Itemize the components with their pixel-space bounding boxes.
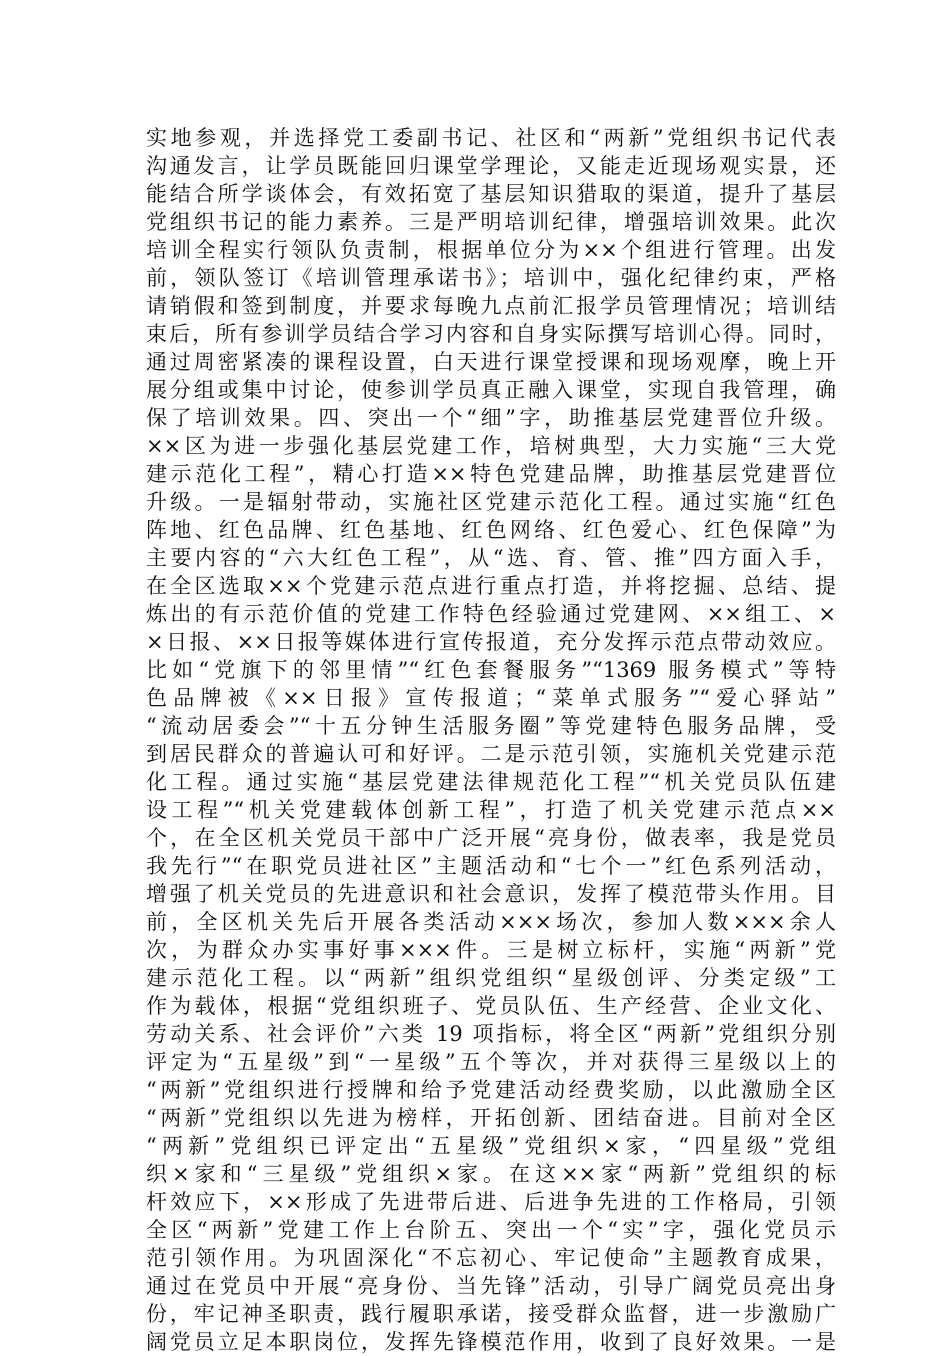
text-line: 培训全程实行领队负责制，根据单位分为××个组进行管理。出发 — [146, 238, 836, 262]
text-line: 个，在全区机关党员干部中广泛开展“亮身份，做表率，我是党员 — [146, 826, 836, 850]
text-line: 能结合所学谈体会，有效拓宽了基层知识猎取的渠道，提升了基层 — [146, 182, 836, 206]
text-line: 请销假和签到制度，并要求每晚九点前汇报学员管理情况；培训结 — [146, 294, 836, 318]
text-line: 作为载体，根据“党组织班子、党员队伍、生产经营、企业文化、 — [146, 994, 836, 1018]
text-line: 杆效应下，××形成了先进带后进、后进争先进的工作格局，引领 — [146, 1190, 836, 1214]
text-line: 主要内容的“六大红色工程”，从“选、育、管、推”四方面入手， — [146, 546, 836, 570]
text-line: 展分组或集中讨论，使参训学员真正融入课堂，实现自我管理，确 — [146, 378, 836, 402]
text-line: 保了培训效果。四、突出一个“细”字，助推基层党建晋位升级。 — [146, 406, 836, 430]
text-line: 增强了机关党员的先进意识和社会意识，发挥了模范带头作用。目 — [146, 882, 836, 906]
text-line: 实地参观，并选择党工委副书记、社区和“两新”党组织书记代表 — [146, 126, 836, 150]
text-line: 劳动关系、社会评价”六类 19 项指标，将全区“两新”党组织分别 — [146, 1022, 836, 1046]
text-line: 到居民群众的普遍认可和好评。二是示范引领，实施机关党建示范 — [146, 742, 836, 766]
text-line: 通过在党员中开展“亮身份、当先锋”活动，引导广阔党员亮出身 — [146, 1274, 836, 1298]
text-line: 范引领作用。为巩固深化“不忘初心、牢记使命”主题教育成果， — [146, 1246, 836, 1270]
text-line: 建示范化工程”，精心打造××特色党建品牌，助推基层党建晋位 — [146, 462, 836, 486]
text-line: “两新”党组织进行授牌和给予党建活动经费奖励，以此激励全区 — [146, 1078, 836, 1102]
text-line: “两新”党组织以先进为榜样，开拓创新、团结奋进。目前对全区 — [146, 1106, 836, 1130]
text-line: 织×家和“三星级”党组织×家。在这××家“两新”党组织的标 — [146, 1162, 836, 1186]
text-line: 前，领队签订《培训管理承诺书》；培训中，强化纪律约束，严格 — [146, 266, 836, 290]
text-line: 建示范化工程。以“两新”组织党组织“星级创评、分类定级”工 — [146, 966, 836, 990]
text-line: 通过周密紧凑的课程设置，白天进行课堂授课和现场观摩，晚上开 — [146, 350, 836, 374]
text-line: 评定为“五星级”到“一星级”五个等次，并对获得三星级以上的 — [146, 1050, 836, 1074]
text-line: 束后，所有参训学员结合学习内容和自身实际撰写培训心得。同时， — [146, 322, 836, 346]
body-text — [146, 124, 836, 1356]
text-line: “两新”党组织已评定出“五星级”党组织×家，“四星级”党组 — [146, 1134, 836, 1158]
text-line: 阵地、红色品牌、红色基地、红色网络、红色爱心、红色保障”为 — [146, 518, 836, 542]
text-line: 化工程。通过实施“基层党建法律规范化工程”“机关党员队伍建 — [146, 770, 836, 794]
text-line: 我先行”“在职党员进社区”主题活动和“七个一”红色系列活动， — [146, 854, 836, 878]
text-line: 升级。一是辐射带动，实施社区党建示范化工程。通过实施“红色 — [146, 490, 836, 514]
text-line: 前，全区机关先后开展各类活动×××场次，参加人数×××余人 — [146, 910, 836, 934]
text-line: 阔党员立足本职岗位，发挥先锋模范作用，收到了良好效果。一是 — [146, 1330, 836, 1354]
text-line: 份，牢记神圣职责，践行履职承诺，接受群众监督，进一步激励广 — [146, 1302, 836, 1326]
text-line: 在全区选取××个党建示范点进行重点打造，并将挖掘、总结、提 — [146, 574, 836, 598]
text-line: 设工程”“机关党建载体创新工程”，打造了机关党建示范点×× — [146, 798, 836, 822]
text-line: 党组织书记的能力素养。三是严明培训纪律，增强培训效果。此次 — [146, 210, 836, 234]
text-line: 炼出的有示范价值的党建工作特色经验通过党建网、××组工、× — [146, 602, 836, 626]
text-line: ××区为进一步强化基层党建工作，培树典型，大力实施“三大党 — [146, 434, 836, 458]
text-line: 色品牌被《××日报》宣传报道；“菜单式服务”“爱心驿站” — [146, 686, 836, 710]
text-line: 沟通发言，让学员既能回归课堂学理论，又能走近现场观实景，还 — [146, 154, 836, 178]
text-line: ×日报、××日报等媒体进行宣传报道，充分发挥示范点带动效应。 — [146, 630, 836, 654]
text-line: “流动居委会”“十五分钟生活服务圈”等党建特色服务品牌，受 — [146, 714, 836, 738]
text-line: 次，为群众办实事好事×××件。三是树立标杆，实施“两新”党 — [146, 938, 836, 962]
text-line: 全区“两新”党建工作上台阶五、突出一个“实”字，强化党员示 — [146, 1218, 836, 1242]
text-line: 比如“党旗下的邻里情”“红色套餐服务”“1369 服务模式”等特 — [146, 658, 836, 682]
